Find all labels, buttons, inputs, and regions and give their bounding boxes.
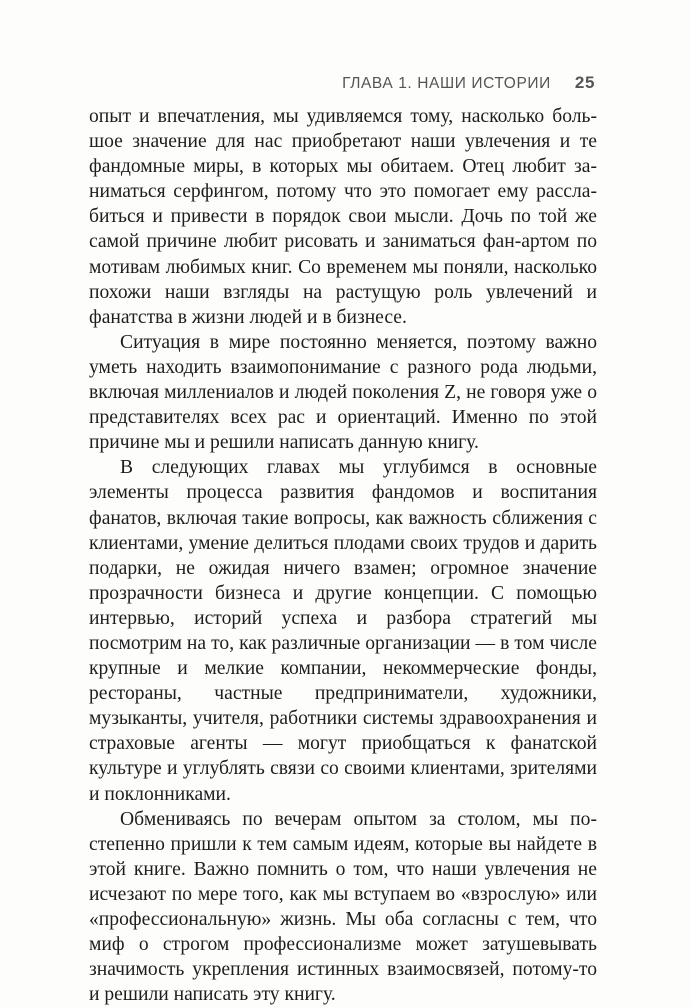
paragraph-3: В следующих главах мы углубимся в основные элементы процесса развития фандомов и воспитания фанатов, включая такие вопросы, как важность сближения с клиентами, умение делиться плодами своих трудов и дарить подарки, не ожидая ничего взамен; огромное значение прозрачности бизнеса и другие концепции. С помощью интервью, историй успеха и разбора стратегий мы посмотрим на то, как различные организации — в том числе крупные и мелкие компании, некоммерческие фонды, рестораны, частные предприниматели, художники, музыканты, учителя, работники системы здравоохранения и страховые агенты — могут приобщаться к фанатской культуре и углублять связи со своими клиентами, зрителями и поклонниками.	[89, 457, 597, 805]
paragraph-4: Обмениваясь по вечерам опытом за столом, мы постепенно пришли к тем самым идеям, которые вы найдете в этой книге. Важно помнить о том, что наши увлечения не исчезают по мере того, как мы вступаем во «взрослую» или «профессиональную» жизнь. Мы оба согласны с тем, что миф о строгом профессионализме может затушевывать значимость укрепления истинных взаимосвязей, потому-то и решили написать эту книгу.	[89, 808, 597, 1006]
paragraph-2: Ситуация в мире постоянно меняется, поэтому важно уметь находить взаимопонимание с разного рода людьми, включая миллениалов и людей поколения Z, не говоря уже о представителях всех рас и ориентаций. Именно по этой причине мы и решили написать данную книгу.	[89, 331, 597, 454]
page-number: 25	[574, 73, 595, 92]
body-text	[89, 104, 597, 1007]
running-header	[342, 73, 595, 93]
chapter-title: ГЛАВА 1. НАШИ ИСТОРИИ	[342, 75, 551, 92]
paragraph-1: опыт и впечатления, мы удивляемся тому, насколько большое значение для нас приобретают наши увлечения и те фандомные миры, в которых мы обитаем. Отец любит заниматься серфингом, потому что это помогает ему расслабиться и привести в порядок свои мысли. Дочь по той же самой причине любит рисовать и заниматься фан-артом по мотивам любимых книг. Со временем мы поняли, насколько похожи наши взгляды на растущую роль увлечений и фанатства в жизни людей и в бизнесе.	[89, 106, 597, 328]
